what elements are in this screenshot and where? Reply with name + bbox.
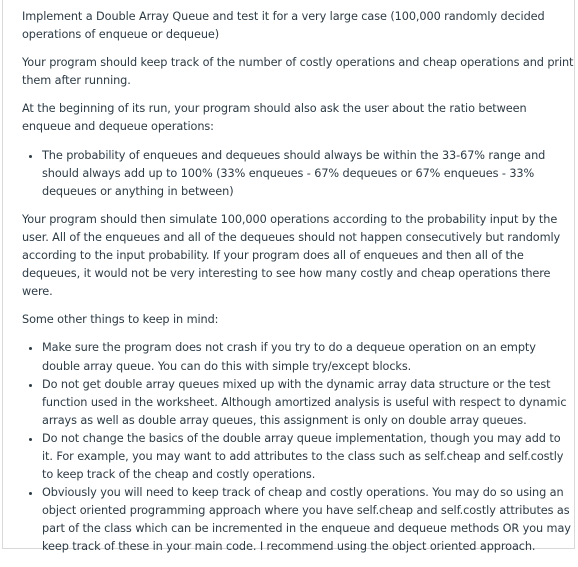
list-item: • Do not change the basics of the double array queue implementation, though you may add to it. For example, you may want to add attributes to the class such as self.cheap and self.costly to keep track of the cheap and costly operations. (42, 430, 574, 484)
paragraph-simulation: Your program should then simulate 100,000 operations according to the probability input by the user. All of the enqueues and all of the dequeues should not happen consecutively but randomly according to the input probability. If your program does all of enqueues and then all of the dequeues, it would not be very interesting to see how many costly and cheap operations there were. (22, 212, 561, 299)
list-item: • Do not get double array queues mixed up with the dynamic array data structure or the test function used in the worksheet. Although amortized analysis is useful with respect to dynamic arrays as well as double array queues, this assignment is only on double array queues. (42, 376, 574, 430)
list-item: • Make sure the program does not crash if you try to do a dequeue operation on an empty double array queue. You can do this with simple try/except blocks. (42, 339, 574, 375)
list-item: • The probability of enqueues and dequeues should always be within the 33-67% range and should always add up to 100% (33% enqueues - 67% dequeues or 67% enqueues - 33% dequeues or anything in between) (42, 147, 574, 201)
paragraph-ratio: At the beginning of its run, your program should also ask the user about the ratio between enqueue and dequeue operations: (22, 102, 527, 134)
probability-list (22, 147, 574, 201)
paragraph-intro: Implement a Double Array Queue and test it for a very large case (100,000 randomly decided operations of enqueue or dequeue) (22, 10, 545, 42)
list-item: • Obviously you will need to keep track of cheap and costly operations. You may do so using an object oriented programming approach where you have self.cheap and self.costly attributes as part of the class which can be incremented in the enqueue and dequeue methods OR you may keep track of these in your main code. I recommend using the object oriented approach. (42, 484, 574, 556)
assignment-text (22, 8, 574, 567)
paragraph-tracking: Your program should keep track of the number of costly operations and cheap operations and print them after running. (22, 56, 574, 88)
notes-list (22, 339, 574, 556)
paragraph-notes-heading: Some other things to keep in mind: (22, 313, 219, 327)
